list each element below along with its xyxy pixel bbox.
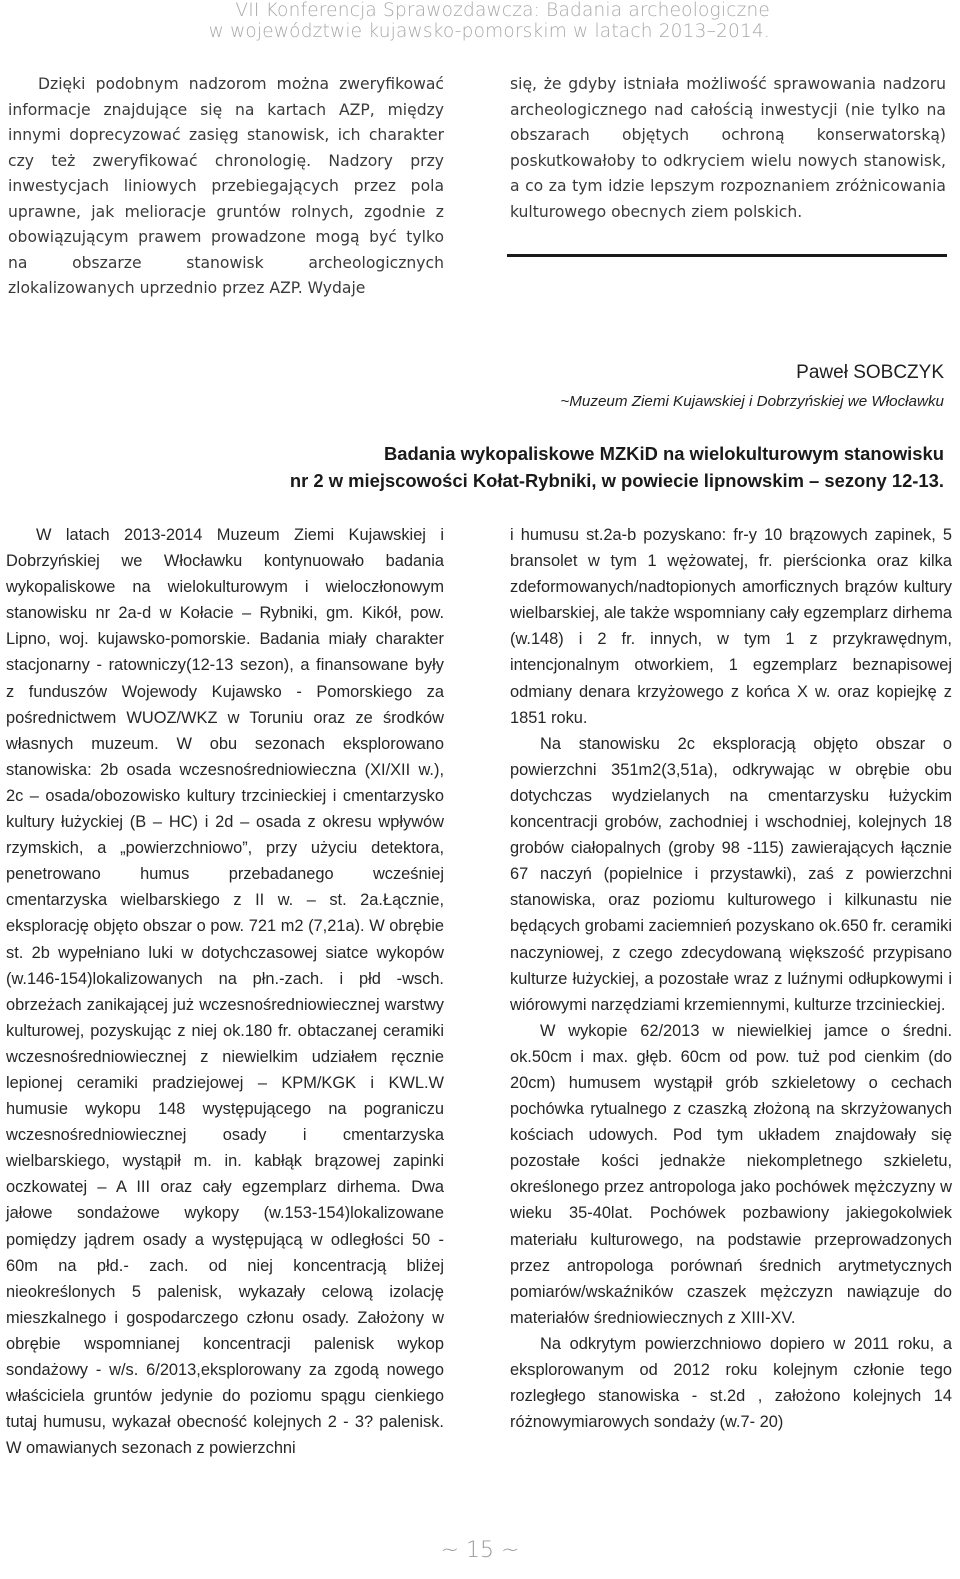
left-paragraph: W latach 2013-2014 Muzeum Ziemi Kujawskiej i Dobrzyńskiej we Włocławku kontynuowało badania wykopaliskowe na wielokulturowym i wieloczłonowym stanowisku nr 2a-d w Kołacie – Rybniki, gm. Kikół, pow. Lipno, woj. kujawsko-pomorskie. Badania miały charakter stacjonarny - ratowniczy(12-13 sezon), a finansowane były z funduszów Wojewody Kujawsko - Pomorskiego za pośrednictwem WUOZ/WKZ w Toruniu oraz ze środków własnych muzeum. W obu sezonach eksplorowano stanowiska: 2b osada wczesnośredniowieczna (XI/XII w.), 2c – osada/obozowisko kultury trzcinieckiej i cmentarzysko kultury łużyckiej (B – HC) i 2d – osada z okresu wpływów rzymskich, a „powierzchniowo”, przy użyciu detektora, penetrowano humus przebadanego wcześniej cmentarzyska wielbarskiego z II w. – st. 2a.Łącznie, eksplorację objęto obszar o pow. 721 m2 (7,21a). W obrębie st. 2b wypełniano luki w dotychczasowej siatce wykopów (w.146-154)lokalizowanych na płn.-zach. i płd -wsch. obrzeżach zanikającej już wczesnośredniowiecznej warstwy kulturowej, pozyskując z niej ok.180 fr. obtaczanej ceramiki wczesnośredniowiecznej z niewielkim udziałem ręcznie lepionej ceramiki pradziejowej – KPM/KGK i KWL.W humusie wykopu 148 występującego na pograniczu wczesnośredniowiecznej osady i cmentarzyska wielbarskiego, wystąpił m. in. kabłąk brązowej zapinki oczkowatej – A III oraz cały egzemplarz dirhema. Dwa jałowe sondażowe wykopy (w.153-154)lokalizowane pomiędzy jądrem osady a występującą w odległości 50 - 60m na płd.- zach. od niej koncentracją bliżej nieokreślonych 5 palenisk, wykazały celową izolację mieszkalnego i gospodarczego członu osady. Założony w obrębie wspomnianej koncentracji palenisk wykop sondażowy - w/s. 6/2013,eksplorowany za zgodą nowego właściciela gruntów jedynie do poziomu spągu cienkiego tutaj humusu, wykazał obecność kolejnych 2 - 3? palenisk. W omawianych sezonach z powierzchni	[6, 526, 444, 1458]
running-header	[209, 0, 770, 42]
right-paragraph-4: Na odkrytym powierzchniowo dopiero w 2011 roku, a eksplorowanym od 2012 roku kolejnym członie tego rozległego stanowiska - st.2d , założono kolejnych 14 różnowymiarowych sondaży (w.7- 20)	[510, 1334, 952, 1432]
right-paragraph-2: Na stanowisku 2c eksploracją objęto obszar o powierzchni 351m2(3,51a), odkrywając w obrębie obu dotychczas wydzielanych na cmentarzysku łużyckim koncentracji grobów, zachodniej i wschodniej, kolejnych 18 grobów ciałopalnych (groby 98 -115) zawierających łącznie 67 naczyń (popielnice i przystawki), zaś z powierzchni stanowiska, oraz poziomu kulturowego i kilkunastu nie będących grobami zaciemnień pozyskano ok.650 fr. ceramiki naczyniowej, z czego zdecydowaną większość przypisano kulturze łużyckiej, a pozostałe wraz z luźnymi odłupkowymi i wiórowymi narzędziami krzemiennymi, kulturze trzcinieckiej.	[510, 734, 952, 1014]
left-column	[6, 522, 444, 1461]
right-paragraph-1: i humusu st.2a-b pozyskano: fr-y 10 brązowych zapinek, 5 bransolet w tym 1 wężowatej, fr. pierścionka oraz kilka zdeformowanych/nadtopionych amorficznych brązów kultury wielbarskiej, ale także wspomniany cały egzemplarz dirhema (w.148) i 2 fr. innych, w tym 1 z przykrawędnym, intencjonalnym otworkiem, 1 egzemplarz beznapisowej odmiany denara krzyżowego z końca X w. oraz kopiejkę z 1851 roku.	[510, 526, 952, 727]
article-affiliation: ~Muzeum Ziemi Kujawskiej i Dobrzyńskiej we Włocławku	[560, 393, 944, 410]
page-number: ~ 15 ~	[440, 1538, 520, 1563]
article-author: Paweł SOBCZYK	[796, 362, 944, 383]
article-title-line-2: nr 2 w miejscowości Kołat-Rybniki, w powiecie lipnowskim – sezony 12-13.	[289, 470, 944, 491]
top-right-column	[510, 72, 946, 225]
top-left-paragraph: Dzięki podobnym nadzorom można zweryfikować informacje znajdujące się na kartach AZP, między innymi doprecyzować zasięg stanowisk, ich charakter czy też zweryfikować chronologię. Nadzory przy inwestycjach liniowych przebiegających przez pola uprawne, jak melioracje gruntów rolnych, zgodnie z obowiązującym prawem prowadzone mogą być tylko na obszarze stanowisk archeologicznych zlokalizowanych uprzednio przez AZP. Wydaje	[8, 75, 444, 297]
article-title-line-1: Badania wykopaliskowe MZKiD na wielokulturowym stanowisku	[383, 443, 944, 464]
top-left-column	[8, 72, 444, 302]
article-title	[184, 440, 944, 494]
header-line-2: w województwie kujawsko-pomorskim w latach 2013–2014.	[208, 21, 770, 42]
top-right-paragraph: się, że gdyby istniała możliwość sprawowania nadzoru archeologicznego nad całością inwestycji (nie tylko na obszarach objętych ochroną konserwatorską) poskutkowałoby to odkryciem wielu nowych stanowisk, a co za tym idzie lepszym rozpoznaniem zróżnicowania kulturowego obecnych ziem polskich.	[510, 75, 946, 221]
header-line-1: VII Konferencja Sprawozdawcza: Badania archeologiczne	[235, 0, 770, 21]
section-divider	[507, 254, 947, 257]
right-column	[510, 522, 952, 1435]
right-paragraph-3: W wykopie 62/2013 w niewielkiej jamce o średni. ok.50cm i max. głęb. 60cm od pow. tuż pod cienkim (do 20cm) humusem wystąpił grób szkieletowy o cechach pochówka rytualnego z czaszką złożoną na skrzyżowanych kościach udowych. Pod tym układem znajdowały się pozostałe kości jednakże niekompletnego szkieletu, określonego przez antropologa jako pochówek mężczyzny w wieku 35-40lat. Pochówek pozbawiony jakiegokolwiek materiału kulturowego, na podstawie przeprowadzonych przez antropologa porównań średnich arytmetycznych pomiarów/wskaźników czaszek mężczyzn nawiązuje do materiałów średniowiecznych z XIII-XV.	[510, 1021, 952, 1327]
